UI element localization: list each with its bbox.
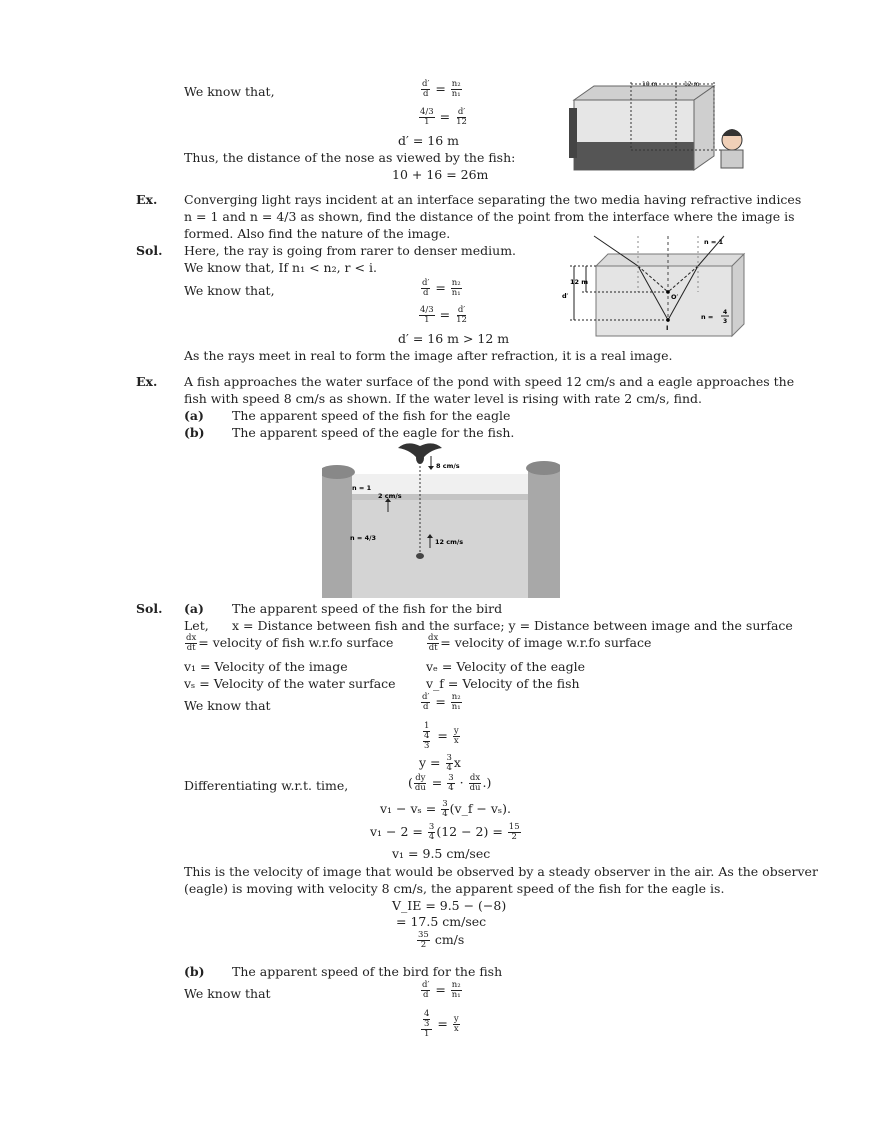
ex1-line3: formed. Also find the nature of the image. — [184, 226, 451, 241]
fish-velocity-def: $\frac{dx}{dt}$ = velocity of fish w.r.fo surface — [186, 633, 394, 653]
sol-label: Sol. — [136, 243, 163, 258]
velocity-equation-1: v₁ − vₛ = $\frac{3}{4}$ (v_f − vₛ). — [380, 799, 511, 819]
vie-fraction: $\frac{35}{2}$ cm/s — [418, 930, 465, 950]
we-know-text: We know that, — [184, 283, 275, 298]
para2: (eagle) is moving with velocity 8 cm/s, the apparent speed of the fish for the eagle is. — [184, 881, 725, 896]
result-text: d′ = 16 m — [398, 133, 459, 148]
o-prime-label: O′ — [671, 293, 679, 301]
vf-def: v_f = Velocity of the fish — [426, 676, 580, 691]
we-know-text: We know that — [184, 698, 271, 713]
diff-label: Differentiating w.r.t. time, — [184, 778, 349, 793]
aquarium-figure — [566, 80, 746, 176]
compound-fraction-equation: $\frac{1}{\frac{4}{3}}$ = $\frac{y}{x}$ — [424, 721, 459, 751]
result-text: d′ = 16 m > 12 m — [398, 331, 510, 346]
label-12m: 12 m — [684, 81, 700, 88]
substituted-equation: $\frac{4/3}{1}$ = $\frac{d'}{12}$ — [420, 107, 467, 127]
vi-def: v₁ = Velocity of the image — [184, 659, 348, 674]
we-know-text: We know that — [184, 986, 271, 1001]
ratio-equation: $\frac{d'}{d}$ = $\frac{\text{n₂}}{\text{n₁}}$ — [422, 79, 461, 99]
ve-def: vₑ = Velocity of the eagle — [426, 659, 585, 674]
compound-fraction-equation: $\frac{\frac{4}{3}}{1}$ = $\frac{y}{x}$ — [420, 1010, 461, 1039]
fish-speed-label: 12 cm/s — [435, 538, 464, 546]
part-b-text: The apparent speed of the bird for the fish — [232, 964, 503, 979]
ex-label: Ex. — [136, 192, 158, 207]
image-velocity-result: v₁ = 9.5 cm/sec — [392, 846, 491, 861]
i-label: I — [666, 324, 669, 332]
ex1-sol1: Here, the ray is going from rarer to denser medium. — [184, 243, 517, 258]
vie-equation: V_IE = 9.5 − (−8) — [392, 898, 507, 913]
velocity-equation-2: v₁ − 2 = $\frac{3}{4}$ (12 − 2) = $\frac{15}{2}$ — [370, 822, 520, 842]
refraction-figure — [556, 232, 746, 340]
vie-result: = 17.5 cm/sec — [396, 914, 487, 929]
y-equation: y = $\frac{3}{4}$ x — [419, 753, 461, 773]
label-10m: 10 m — [642, 81, 658, 88]
pond-figure — [322, 440, 560, 598]
thus-text: Thus, the distance of the nose as viewed by the fish: — [184, 150, 516, 165]
conclusion-text: As the rays meet in real to form the image after refraction, it is a real image. — [184, 348, 673, 363]
eagle-speed-label: 8 cm/s — [436, 462, 460, 470]
ex1-line1: Converging light rays incident at an interface separating the two media having refractive indices — [184, 192, 802, 207]
ex1-line2: n = 1 and n = 4/3 as shown, find the distance of the point from the interface where the image is — [184, 209, 795, 224]
water-speed-label: 2 cm/s — [378, 492, 402, 500]
part-a-label: (a) — [184, 408, 204, 423]
part-a-text: The apparent speed of the fish for the bird — [232, 601, 503, 616]
let-definition: x = Distance between fish and the surface; y = Distance between image and the surface — [232, 618, 793, 633]
ex2-line2: fish with speed 8 cm/s as shown. If the water level is rising with rate 2 cm/s, find. — [184, 391, 703, 406]
n1-label: n = 1 — [704, 238, 724, 246]
ratio-equation: $\frac{d'}{d}$ = $\frac{\text{n₂}}{\text{n₁}}$ — [422, 278, 461, 298]
part-a-label: (a) — [184, 601, 204, 616]
n2-den: 3 — [723, 318, 728, 325]
substituted-equation: $\frac{4/3}{1}$ = $\frac{d'}{12}$ — [420, 305, 467, 325]
vs-def: vₛ = Velocity of the water surface — [184, 676, 396, 691]
twelve-m-label: 12 m — [570, 278, 589, 286]
ratio-equation: $\frac{d'}{d}$ = $\frac{\text{n₂}}{\text{n₁}}$ — [422, 692, 461, 712]
part-b-text: The apparent speed of the eagle for the fish. — [232, 425, 515, 440]
derivative-equation: ( $\frac{dy}{du}$ = $\frac{3}{4}$ · $\frac{dx}{du}$ .) — [408, 773, 492, 793]
d-prime-label: d′ — [562, 292, 569, 300]
para1: This is the velocity of image that would be observed by a steady observer in the air. As the observer — [184, 864, 818, 879]
n2-num: 4 — [723, 309, 728, 316]
part-a-text: The apparent speed of the fish for the eagle — [232, 408, 511, 423]
sum-text: 10 + 16 = 26m — [392, 167, 489, 182]
ex2-line1: A fish approaches the water surface of the pond with speed 12 cm/s and a eagle approaches the — [184, 374, 795, 389]
ex1-sol2: We know that, If n₁ < n₂, r < i. — [184, 260, 377, 275]
let-label: Let, — [184, 618, 209, 633]
n2-label: n = — [701, 313, 714, 321]
sol-label: Sol. — [136, 601, 163, 616]
n1-label: n = 1 — [352, 484, 372, 492]
ex-label: Ex. — [136, 374, 158, 389]
part-b-label: (b) — [184, 964, 205, 979]
we-know-text: We know that, — [184, 84, 275, 99]
part-b-label: (b) — [184, 425, 205, 440]
ratio-equation: $\frac{d'}{d}$ = $\frac{\text{n₂}}{\text{n₁}}$ — [422, 980, 461, 1000]
image-velocity-def: $\frac{dx}{dt}$ = velocity of image w.r.fo surface — [428, 633, 652, 653]
n43-label: n = 4/3 — [350, 534, 377, 542]
